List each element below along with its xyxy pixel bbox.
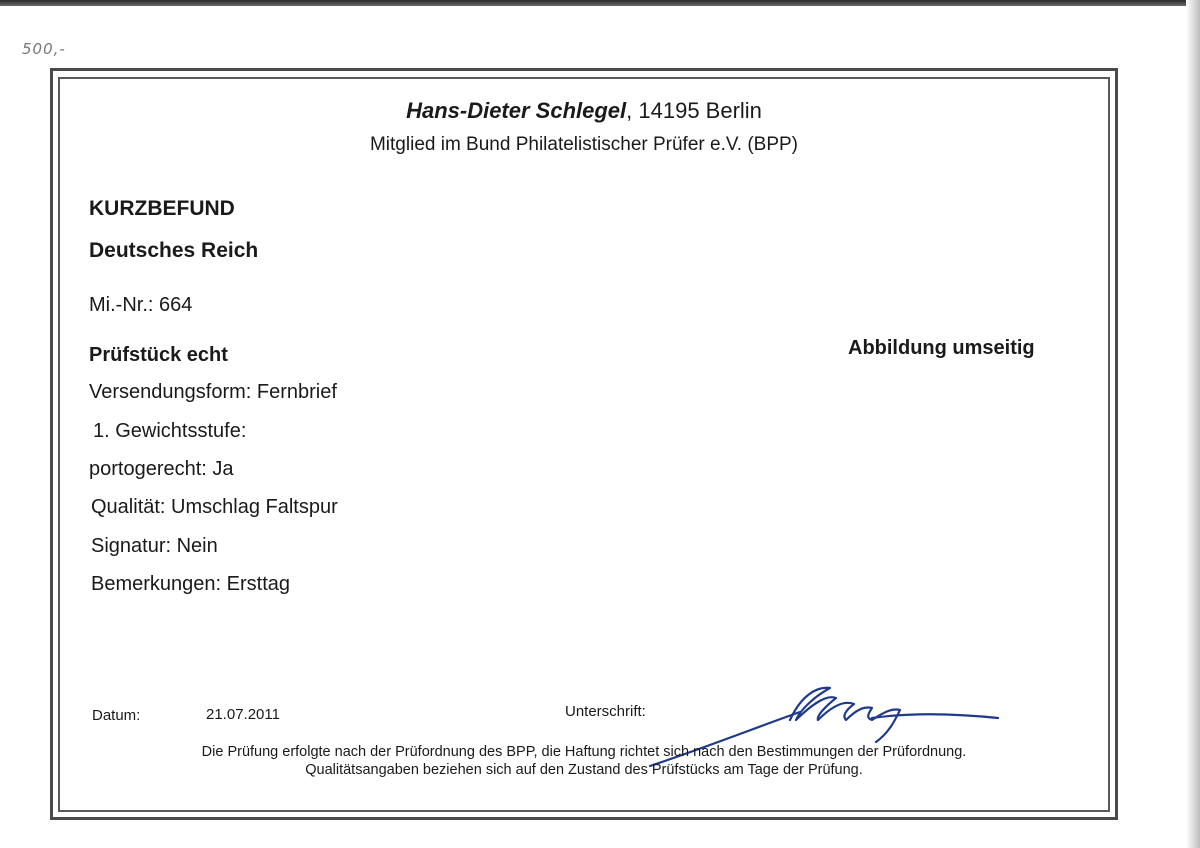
scan-edge-right xyxy=(1186,0,1200,848)
detail-postage: portogerecht: Ja xyxy=(89,458,234,480)
detail-signature: Signatur: Nein xyxy=(91,535,218,557)
footer-quality-note: Qualitätsangaben beziehen sich auf den Zustand des Prüfstücks am Tage der Prüfung. xyxy=(305,762,863,778)
detail-weight-class: 1. Gewichtsstufe: xyxy=(93,420,247,442)
scan-edge-top xyxy=(0,0,1200,6)
report-title: KURZBEFUND xyxy=(89,197,235,220)
pencil-price-note: 500,- xyxy=(22,40,66,58)
report-area: Deutsches Reich xyxy=(89,239,259,262)
examiner-name: Hans-Dieter Schlegel xyxy=(406,98,627,123)
report-verdict: Prüfstück echt xyxy=(89,344,228,366)
detail-shipping-form: Versendungsform: Fernbrief xyxy=(89,381,337,403)
examiner-heading xyxy=(58,98,1110,124)
signature-label: Unterschrift: xyxy=(565,703,646,720)
examiner-location: , 14195 Berlin xyxy=(626,98,762,123)
detail-remarks: Bemerkungen: Ersttag xyxy=(91,573,290,595)
date-label: Datum: xyxy=(92,707,141,724)
illustration-note: Abbildung umseitig xyxy=(848,337,1035,359)
examiner-membership: Mitglied im Bund Philatelistischer Prüfer e.V. (BPP) xyxy=(369,134,799,155)
date-value: 21.07.2011 xyxy=(206,706,280,723)
footer-liability-note: Die Prüfung erfolgte nach der Prüfordnung des BPP, die Haftung richtet sich nach den Bestimmungen der Prüfordnung. xyxy=(201,744,967,760)
catalog-number: Mi.-Nr.: 664 xyxy=(89,294,193,316)
detail-quality: Qualität: Umschlag Faltspur xyxy=(91,496,338,518)
